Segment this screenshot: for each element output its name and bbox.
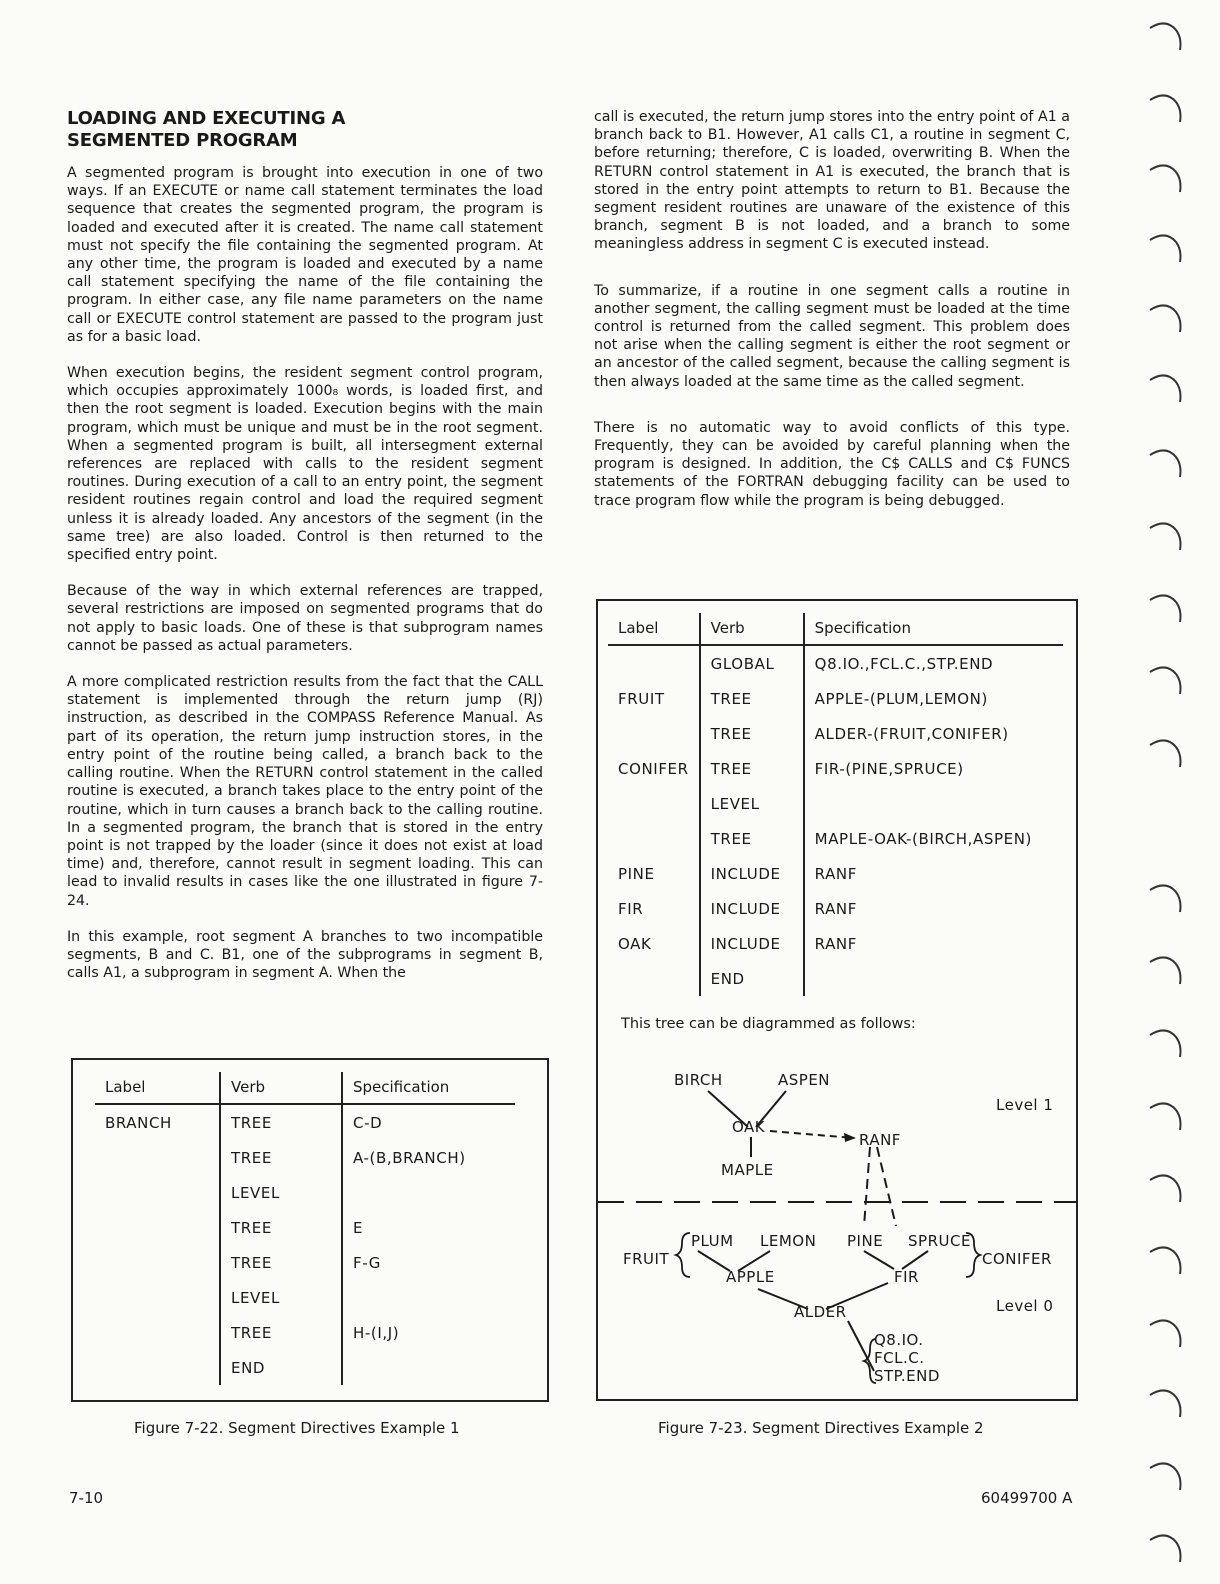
- specification-cell: [804, 786, 1063, 821]
- table-row: [95, 1315, 515, 1350]
- header-label: Label: [618, 619, 659, 637]
- specification-cell: [342, 1175, 515, 1210]
- node-maple: MAPLE: [721, 1161, 774, 1179]
- verb-cell: TREE: [220, 1140, 342, 1175]
- node-aspen: ASPEN: [778, 1071, 831, 1089]
- header-verb: Verb: [220, 1072, 342, 1104]
- header-specification: Specification: [804, 613, 1063, 645]
- table-row: [95, 1104, 515, 1140]
- table-header-row: [95, 1072, 515, 1104]
- node-oak: OAK: [732, 1118, 766, 1136]
- binding-hole-mark: [1150, 885, 1181, 912]
- verb-cell: TREE: [700, 751, 804, 786]
- page-number: 7-10: [69, 1489, 104, 1507]
- table-row: [608, 926, 1063, 961]
- node-fir: FIR: [894, 1268, 919, 1286]
- specification-cell: ALDER-(FRUIT,CONIFER): [804, 716, 1063, 751]
- label-cell: [95, 1350, 220, 1385]
- label-cell: [95, 1210, 220, 1245]
- specification-cell: E: [342, 1210, 515, 1245]
- node-q8io: Q8.IO.: [874, 1331, 924, 1349]
- binding-hole-mark: [1150, 375, 1181, 402]
- verb-cell: TREE: [220, 1104, 342, 1140]
- table-row: [608, 681, 1063, 716]
- table-row: [608, 891, 1063, 926]
- binding-hole-mark: [1150, 1390, 1181, 1417]
- section-title-line-1: LOADING AND EXECUTING A: [67, 108, 346, 129]
- label-cell: [608, 716, 700, 751]
- label-cell: [95, 1245, 220, 1280]
- header-label: Label: [105, 1078, 146, 1096]
- binding-hole-mark: [1150, 740, 1181, 767]
- label-cell: FIR: [618, 899, 644, 918]
- specification-cell: [342, 1350, 515, 1385]
- table-row: [608, 821, 1063, 856]
- edge-pine-fir: [864, 1251, 894, 1269]
- label-cell: FRUIT: [618, 689, 665, 708]
- paragraph: There is no automatic way to avoid conflicts of this type. Frequently, they can be avoided by careful planning when the program is designed. In addition, the C$ CALLS and C$ FUNCS statements of the FORTRAN debugging facility can be used to trace program flow while the program is being debugged.: [594, 419, 1070, 509]
- node-ranf: RANF: [859, 1131, 901, 1149]
- label-cell: OAK: [618, 934, 652, 953]
- table-row: [608, 645, 1063, 681]
- binding-hole-mark: [1150, 305, 1181, 332]
- label-cell: [608, 961, 700, 996]
- specification-cell: H-(I,J): [342, 1315, 515, 1350]
- verb-cell: INCLUDE: [700, 926, 804, 961]
- section-title: [67, 108, 543, 152]
- table-row: [608, 856, 1063, 891]
- binding-hole-mark: [1150, 165, 1181, 192]
- label-fruit: FRUIT: [623, 1250, 670, 1268]
- edge-ranf-fir: [877, 1147, 896, 1226]
- edge-oak-ranf: [770, 1131, 854, 1138]
- figure-7-23-box: [596, 599, 1078, 1401]
- left-column: [67, 108, 543, 1000]
- verb-cell: TREE: [220, 1315, 342, 1350]
- table-row: [608, 786, 1063, 821]
- label-cell: BRANCH: [105, 1113, 172, 1132]
- label-cell: [95, 1315, 220, 1350]
- paragraph: Because of the way in which external references are trapped, several restrictions are imposed on segmented programs that do not apply to basic loads. One of these is that subprogram names cannot be passed as actual parameters.: [67, 583, 543, 654]
- specification-cell: FIR-(PINE,SPRUCE): [804, 751, 1063, 786]
- specification-cell: RANF: [804, 856, 1063, 891]
- right-column: [594, 108, 1070, 528]
- table-header-row: [608, 613, 1063, 645]
- level-0-label: Level 0: [996, 1297, 1054, 1315]
- arrowhead-ranf: [844, 1133, 856, 1142]
- diagram-intro: This tree can be diagrammed as follows:: [621, 1016, 916, 1032]
- header-verb: Verb: [700, 613, 804, 645]
- table-row: [95, 1245, 515, 1280]
- verb-cell: TREE: [700, 681, 804, 716]
- paragraph: In this example, root segment A branches to two incompatible segments, B and C. B1, one of the subprograms in segment B, calls A1, a subprogram in segment A. When the: [67, 928, 543, 982]
- node-pine: PINE: [847, 1232, 884, 1250]
- paragraph: call is executed, the return jump stores into the entry point of A1 a branch back to B1. However, A1 calls C1, a routine in segment C, before returning; therefore, C is loaded, overwriting B. When the RETURN control statement in A1 is executed, the branch that is stored in the entry point attempts to return to B1. Because the segment resident routines are unaware of the existence of this branch, segment B is not loaded, and a branch to some meaningless address in segment C is executed instead.: [594, 109, 1070, 253]
- edge-spruce-fir: [902, 1251, 928, 1269]
- table-row: [608, 751, 1063, 786]
- node-lemon: LEMON: [760, 1232, 817, 1250]
- document-number: 60499700 A: [981, 1489, 1073, 1507]
- edge-alder-globals: [848, 1321, 874, 1371]
- label-cell: [608, 786, 700, 821]
- verb-cell: TREE: [220, 1245, 342, 1280]
- binding-hole-mark: [1150, 1175, 1181, 1202]
- binding-hole-mark: [1150, 95, 1181, 122]
- specification-cell: [804, 961, 1063, 996]
- node-plum: PLUM: [691, 1232, 734, 1250]
- binding-hole-mark: [1150, 450, 1181, 477]
- binding-hole-mark: [1150, 235, 1181, 262]
- table-row: [608, 716, 1063, 751]
- segment-directives-table-2: [608, 613, 1063, 996]
- table-row: [95, 1350, 515, 1385]
- label-cell: [95, 1280, 220, 1315]
- label-cell: [95, 1175, 220, 1210]
- binding-marks: [1148, 0, 1208, 1584]
- specification-cell: MAPLE-OAK-(BIRCH,ASPEN): [804, 821, 1063, 856]
- verb-cell: TREE: [220, 1210, 342, 1245]
- label-cell: [608, 821, 700, 856]
- binding-hole-mark: [1150, 957, 1181, 984]
- binding-hole-mark: [1150, 1463, 1181, 1490]
- label-cell: PINE: [618, 864, 655, 883]
- specification-cell: [342, 1280, 515, 1315]
- binding-hole-mark: [1150, 1320, 1181, 1347]
- figure-7-23-caption: Figure 7-23. Segment Directives Example 2: [658, 1419, 984, 1437]
- level-1-label: Level 1: [996, 1096, 1054, 1114]
- verb-cell: LEVEL: [220, 1175, 342, 1210]
- node-birch: BIRCH: [674, 1071, 723, 1089]
- binding-hole-mark: [1150, 523, 1181, 550]
- specification-cell: A-(B,BRANCH): [342, 1140, 515, 1175]
- table-row: [95, 1140, 515, 1175]
- brace-fruit: [676, 1233, 690, 1277]
- verb-cell: END: [700, 961, 804, 996]
- verb-cell: LEVEL: [220, 1280, 342, 1315]
- verb-cell: INCLUDE: [700, 856, 804, 891]
- verb-cell: LEVEL: [700, 786, 804, 821]
- paragraph: A more complicated restriction results from the fact that the CALL statement is implemented through the return jump (RJ) instruction, as described in the COMPASS Reference Manual. As part of its operation, the return jump instruction stores, in the entry point of the routine being called, a branch back to the calling routine. When the RETURN control statement in the called routine is executed, a branch takes place to the entry point of the routine, which in turn causes a branch back to the calling routine. In a segmented program, the branch that is stored in the entry point is not trapped by the loader (since it does not exist at load time) and, therefore, cannot result in segment loading. This can lead to invalid results in cases like the one illustrated in figure 7-24.: [67, 674, 543, 909]
- verb-cell: TREE: [700, 716, 804, 751]
- node-alder: ALDER: [794, 1303, 847, 1321]
- specification-cell: Q8.IO.,FCL.C.,STP.END: [804, 645, 1063, 681]
- segment-directives-table-1: [95, 1072, 515, 1385]
- paragraph: A segmented program is brought into execution in one of two ways. If an EXECUTE or name call statement terminates the load sequence that creates the segmented program, the program is loaded and executed after it is created. The name call statement must not specify the file containing the segmented program. At any other time, the program is loaded and executed by a name call statement specifying the name of the file containing the program. In either case, any file name parameters on the name call or EXECUTE control statement are passed to the program just as for a basic load.: [67, 165, 543, 345]
- binding-hole-mark: [1150, 667, 1181, 694]
- verb-cell: END: [220, 1350, 342, 1385]
- label-conifer: CONIFER: [982, 1250, 1052, 1268]
- specification-cell: APPLE-(PLUM,LEMON): [804, 681, 1063, 716]
- binding-hole-mark: [1150, 1247, 1181, 1274]
- node-fclc: FCL.C.: [874, 1349, 925, 1367]
- paragraph: When execution begins, the resident segment control program, which occupies approximately 1000₈ words, is loaded first, and then the root segment is loaded. Execution begins with the main program, which must be unique and must be in the root segment. When a segmented program is built, all intersegment external references are replaced with calls to the resident segment routines. During execution of a call to an entry point, the segment resident routines regain control and load the required segment unless it is already loaded. Any ancestors of the segment (in the same tree) are also loaded. Control is then returned to the specified entry point.: [67, 365, 543, 564]
- specification-cell: F-G: [342, 1245, 515, 1280]
- header-specification: Specification: [342, 1072, 515, 1104]
- binding-hole-mark: [1150, 595, 1181, 622]
- specification-cell: RANF: [804, 926, 1063, 961]
- node-spruce: SPRUCE: [908, 1232, 971, 1250]
- node-stpend: STP.END: [874, 1367, 940, 1385]
- label-cell: [608, 645, 700, 681]
- section-title-line-2: SEGMENTED PROGRAM: [67, 130, 298, 151]
- verb-cell: TREE: [700, 821, 804, 856]
- verb-cell: INCLUDE: [700, 891, 804, 926]
- verb-cell: GLOBAL: [700, 645, 804, 681]
- node-apple: APPLE: [726, 1268, 775, 1286]
- paragraph: To summarize, if a routine in one segment calls a routine in another segment, the calling segment must be loaded at the time control is returned from the called segment. This problem does not arise when the calling segment is either the root segment or an ancestor of the called segment, because the calling segment is then always loaded at the same time as the called segment.: [594, 282, 1070, 390]
- table-row: [95, 1210, 515, 1245]
- specification-cell: RANF: [804, 891, 1063, 926]
- binding-hole-mark: [1150, 1535, 1181, 1562]
- figure-7-22-box: [71, 1058, 549, 1402]
- binding-hole-mark: [1150, 1030, 1181, 1057]
- figure-7-22-caption: Figure 7-22. Segment Directives Example 1: [134, 1419, 460, 1437]
- binding-hole-mark: [1150, 23, 1181, 50]
- edge-ranf-pine: [864, 1147, 870, 1226]
- table-row: [95, 1280, 515, 1315]
- label-cell: CONIFER: [618, 759, 689, 778]
- binding-hole-mark: [1150, 1103, 1181, 1130]
- label-cell: [95, 1140, 220, 1175]
- table-row: [95, 1175, 515, 1210]
- table-row: [608, 961, 1063, 996]
- specification-cell: C-D: [342, 1104, 515, 1140]
